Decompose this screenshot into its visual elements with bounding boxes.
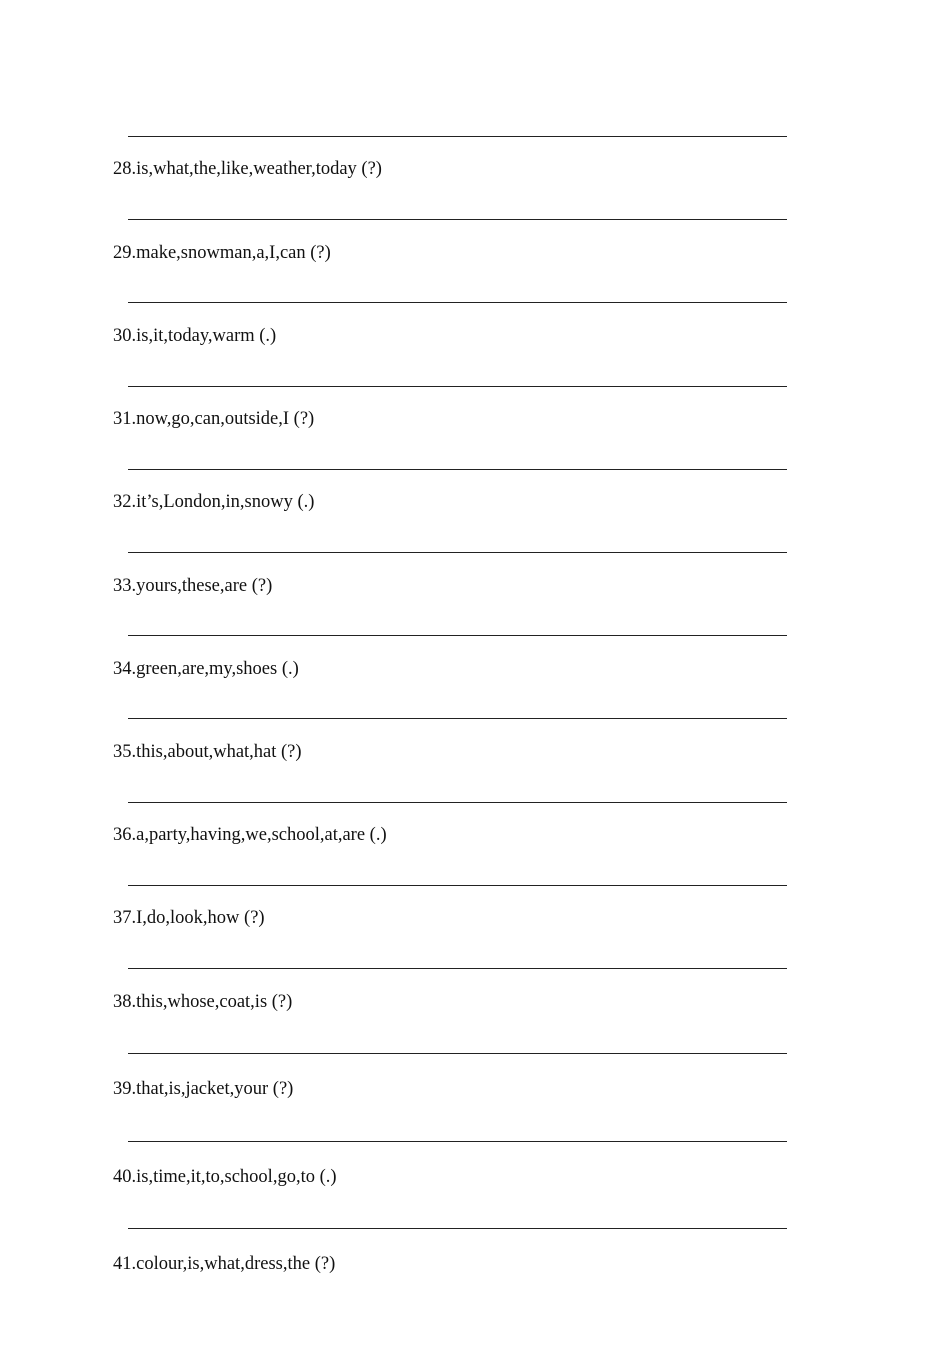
question-text: a,party,having,we,school,at,are (.) xyxy=(136,825,387,845)
answer-line-39[interactable] xyxy=(128,1141,787,1142)
question-number: 34. xyxy=(113,659,137,679)
question-number: 29. xyxy=(113,243,137,263)
question-text: it’s,London,in,snowy (.) xyxy=(136,492,315,512)
answer-line-32[interactable] xyxy=(128,552,787,553)
answer-line-33[interactable] xyxy=(128,635,787,636)
question-text: make,snowman,a,I,can (?) xyxy=(136,243,331,263)
question-number: 30. xyxy=(113,326,137,346)
question-text: colour,is,what,dress,the (?) xyxy=(136,1254,336,1274)
question-32 xyxy=(113,491,314,513)
question-number: 37. xyxy=(113,908,137,928)
answer-line-35[interactable] xyxy=(128,802,787,803)
question-text: that,is,jacket,your (?) xyxy=(136,1079,294,1099)
question-number: 38. xyxy=(113,992,137,1012)
question-number: 35. xyxy=(113,742,137,762)
question-text: green,are,my,shoes (.) xyxy=(136,659,299,679)
question-text: this,whose,coat,is (?) xyxy=(136,992,293,1012)
question-36 xyxy=(113,824,387,846)
question-text: yours,these,are (?) xyxy=(136,576,273,596)
question-number: 28. xyxy=(113,159,137,179)
answer-line-38[interactable] xyxy=(128,1053,787,1054)
question-34 xyxy=(113,658,299,680)
question-40 xyxy=(113,1166,337,1188)
question-39 xyxy=(113,1078,293,1100)
question-text: is,what,the,like,weather,today (?) xyxy=(136,159,382,179)
question-text: I,do,look,how (?) xyxy=(136,908,265,928)
question-30 xyxy=(113,325,276,347)
answer-line-28[interactable] xyxy=(128,219,787,220)
question-number: 36. xyxy=(113,825,137,845)
answer-line-37[interactable] xyxy=(128,968,787,969)
question-number: 40. xyxy=(113,1167,137,1187)
question-text: this,about,what,hat (?) xyxy=(136,742,302,762)
question-number: 31. xyxy=(113,409,137,429)
question-33 xyxy=(113,575,272,597)
answer-line-36[interactable] xyxy=(128,885,787,886)
answer-line-34[interactable] xyxy=(128,718,787,719)
answer-line-31[interactable] xyxy=(128,469,787,470)
question-text: is,it,today,warm (.) xyxy=(136,326,277,346)
question-text: now,go,can,outside,I (?) xyxy=(136,409,315,429)
question-number: 33. xyxy=(113,576,137,596)
question-number: 41. xyxy=(113,1254,137,1274)
answer-line-29[interactable] xyxy=(128,302,787,303)
answer-line-30[interactable] xyxy=(128,386,787,387)
question-number: 32. xyxy=(113,492,137,512)
question-37 xyxy=(113,907,265,929)
question-28 xyxy=(113,158,382,180)
answer-line-40[interactable] xyxy=(128,1228,787,1229)
question-text: is,time,it,to,school,go,to (.) xyxy=(136,1167,337,1187)
question-29 xyxy=(113,242,331,264)
question-31 xyxy=(113,408,314,430)
question-35 xyxy=(113,741,302,763)
question-41 xyxy=(113,1253,335,1275)
answer-line-27[interactable] xyxy=(128,136,787,137)
question-number: 39. xyxy=(113,1079,137,1099)
question-38 xyxy=(113,991,292,1013)
